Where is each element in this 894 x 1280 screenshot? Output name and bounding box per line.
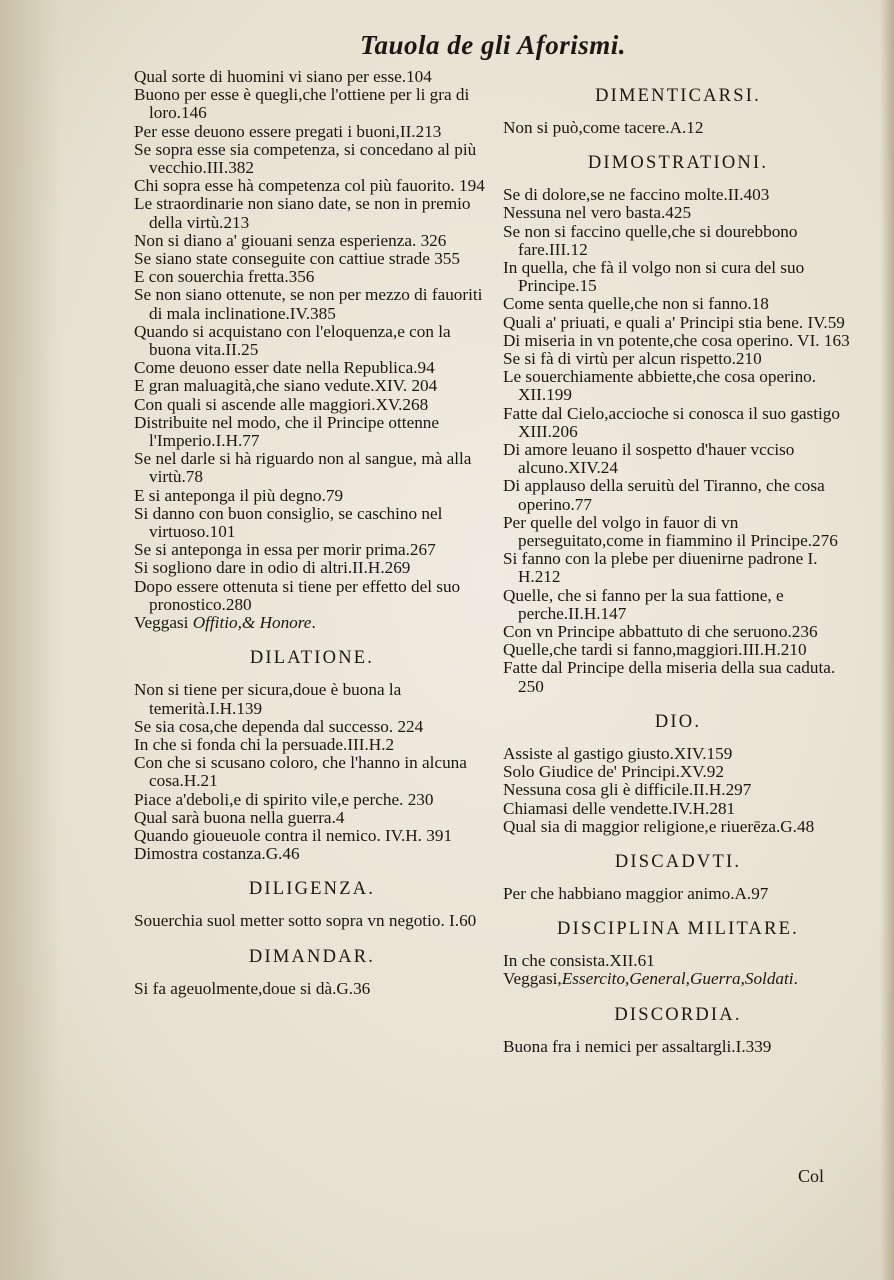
index-entry: Per che habbiano maggior animo.A.97 — [503, 883, 769, 903]
index-entry: Di miseria in vn potente,che cosa operino. VI. 163 — [503, 330, 850, 350]
index-entry: Dimostra costanza.G.46 — [134, 844, 300, 864]
index-entry: Nessuna nel vero basta.425 — [503, 203, 692, 223]
index-entry: Se siano state conseguite con cattiue strade 355 — [134, 249, 460, 269]
index-entry: Fatte dal Principe della miseria della sua caduta. 250 — [503, 658, 836, 696]
section-heading-dimandar: DIMANDAR. — [248, 946, 376, 967]
index-entry: Se di dolore,se ne faccino molte.II.403 — [503, 185, 770, 205]
index-entry: Le souerchiamente abbiette,che cosa operino. XII.199 — [503, 367, 817, 405]
index-entry: Quelle,che tardi si fanno,maggiori.III.H.210 — [503, 640, 807, 660]
index-entry: Si sogliono dare in odio di altri.II.H.269 — [134, 558, 411, 578]
index-entry: Quando gioueuole contra il nemico. IV.H. 391 — [134, 825, 453, 845]
index-entry: In che consista.XII.61 — [503, 951, 655, 971]
index-entry: Qual sia di maggior religione,e riuerēza.G.48 — [503, 816, 815, 836]
see-also-prefix: Veggasi — [134, 613, 193, 633]
index-entry: Se non siano ottenute, se non per mezzo di fauoriti di mala inclinatione.IV.385 — [134, 285, 483, 323]
index-entry: Se si fà di virtù per alcun rispetto.210 — [503, 349, 762, 369]
left-column — [134, 68, 490, 998]
index-entry: Se nel darle si hà riguardo non al sangue, mà alla virtù.78 — [134, 449, 472, 487]
page-gutter-shadow — [0, 0, 60, 1280]
right-column — [503, 68, 853, 1056]
section-heading-diligenza: DILIGENZA. — [248, 879, 376, 900]
index-entry: Nessuna cosa gli è difficile.II.H.297 — [503, 780, 752, 800]
index-entry: Per esse deuono essere pregati i buoni,II.213 — [134, 121, 442, 141]
index-entry: Si danno con buon consiglio, se caschino nel virtuoso.101 — [134, 503, 443, 542]
index-entry: Qual sorte di huomini vi siano per esse.104 — [134, 67, 432, 86]
see-also-terms: Essercito,General,Guerra,Soldati — [561, 969, 794, 989]
section-heading-dimostrationi: DIMOSTRATIONI. — [587, 153, 769, 174]
index-entry: Come deuono esser date nella Republica.94 — [134, 358, 435, 378]
index-entry: Chiamasi delle vendette.IV.H.281 — [503, 798, 736, 818]
see-also-entry — [503, 970, 853, 988]
see-also-suffix: . — [311, 613, 316, 633]
section-heading-dilatione: DILATIONE. — [249, 648, 375, 669]
index-entry: Quando si acquistano con l'eloquenza,e con la buona vita.II.25 — [134, 321, 451, 360]
index-entry: Quali a' priuati, e quali a' Principi stia bene. IV.59 — [503, 312, 845, 332]
index-entry: E si anteponga il più degno.79 — [134, 485, 344, 505]
index-entry: Fatte dal Cielo,accioche si conosca il suo gastigo XIII.206 — [503, 403, 840, 441]
index-entry: Assiste al gastigo giusto.XIV.159 — [503, 743, 733, 763]
see-also-entry — [134, 614, 490, 632]
index-entry: Se sia cosa,che dependa dal successo. 224 — [134, 716, 424, 736]
index-entry: Souerchia suol metter sotto sopra vn negotio. I.60 — [134, 911, 477, 931]
index-entry: Solo Giudice de' Principi.XV.92 — [503, 762, 724, 782]
index-entry: Con quali si ascende alle maggiori.XV.268 — [134, 394, 429, 414]
section-heading-dio: DIO. — [654, 711, 702, 732]
index-entry: Quelle, che si fanno per la sua fattione, e perche.II.H.147 — [503, 585, 784, 623]
index-entry: In quella, che fà il volgo non si cura del suo Principe.15 — [503, 258, 805, 296]
index-entry: Con che si scusano coloro, che l'hanno in alcuna cosa.H.21 — [134, 753, 467, 791]
see-also-suffix: . — [793, 969, 798, 989]
page-edge-shadow — [880, 0, 894, 1280]
see-also-terms: Offitio,& Honore — [192, 613, 312, 633]
index-entry: Se non si faccino quelle,che si dourebbono fare.III.12 — [503, 221, 798, 259]
index-entry: Qual sarà buona nella guerra.4 — [134, 807, 345, 827]
index-entry: E gran maluagità,che siano vedute.XIV. 204 — [134, 376, 438, 396]
index-entry: Le straordinarie non siano date, se non in premio della virtù.213 — [134, 194, 471, 232]
page-running-title: Tauola de gli Aforismi. — [360, 30, 627, 60]
section-heading-discordia: DISCORDIA. — [614, 1004, 742, 1025]
index-entry: Non si tiene per sicura,doue è buona la temerità.I.H.139 — [134, 680, 402, 718]
index-entry: Di amore leuano il sospetto d'hauer vcciso alcuno.XIV.24 — [503, 440, 795, 478]
index-entry: Distribuite nel modo, che il Principe ottenne l'Imperio.I.H.77 — [134, 412, 440, 451]
index-entry: Di applauso della seruitù del Tiranno, che cosa operino.77 — [503, 476, 825, 514]
index-entry: Dopo essere ottenuta si tiene per effetto del suo pronostico.280 — [134, 576, 461, 614]
index-entry: Per quelle del volgo in fauor di vn perseguitato,come in fiammino il Principe.276 — [503, 512, 838, 551]
index-entry: Non si diano a' giouani senza esperienza. 326 — [134, 230, 447, 250]
index-entry: Si fa ageuolmente,doue si dà.G.36 — [134, 978, 371, 998]
index-entry: Chi sopra esse hà competenza col più fauorito. 194 — [134, 176, 485, 196]
index-entry: Non si può,come tacere.A.12 — [503, 118, 704, 137]
index-entry: Se sopra esse sia competenza, si concedano al più vecchio.III.382 — [134, 139, 477, 178]
index-entry: Con vn Principe abbattuto di che seruono.236 — [503, 622, 818, 642]
catchword: Col — [798, 1166, 825, 1186]
index-entry: Come senta quelle,che non si fanno.18 — [503, 294, 769, 314]
section-heading-disciplina-militare: DISCIPLINA MILITARE. — [557, 919, 799, 940]
section-heading-dimenticarsi: DIMENTICARSI. — [595, 86, 761, 106]
section-heading-discaduti: DISCADVTI. — [614, 851, 742, 872]
index-entry: In che si fonda chi la persuade.III.H.2 — [134, 734, 395, 754]
intro-entry-list — [134, 68, 490, 632]
index-entry: Si fanno con la plebe per diuenirne padrone I. H.212 — [503, 549, 818, 587]
index-entry: Piace a'deboli,e di spirito vile,e perche. 230 — [134, 789, 434, 809]
index-entry: Se si anteponga in essa per morir prima.267 — [134, 540, 436, 560]
index-entry: Buono per esse è quegli,che l'ottiene per li gra di loro.146 — [134, 85, 470, 123]
index-entry: E con souerchia fretta.356 — [134, 267, 315, 287]
index-entry: Buona fra i nemici per assaltargli.I.339 — [503, 1036, 772, 1056]
see-also-prefix: Veggasi, — [503, 969, 562, 989]
